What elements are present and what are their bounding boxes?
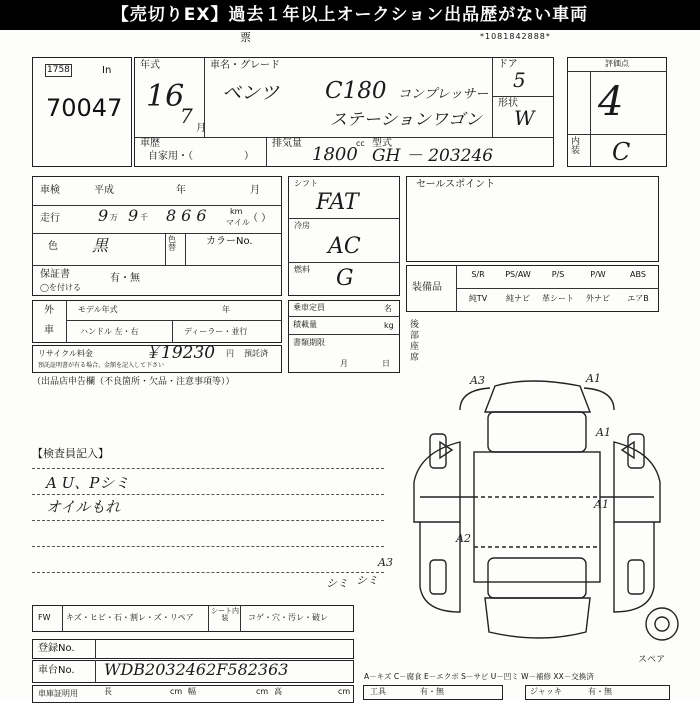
seat-label: シート内装	[211, 607, 239, 622]
inspector-note-1: A U、Pシミ	[46, 474, 130, 492]
equipment-row1-item-4: ABS	[630, 270, 646, 279]
warranty-options: 有・無	[110, 273, 140, 284]
vin-value: WDB2032462F582363	[104, 660, 289, 679]
color-change-label: 色替	[168, 235, 176, 252]
inspector-title: 【検査員記入】	[32, 447, 109, 460]
inspection-era: 平成	[94, 185, 114, 196]
equipment-row1-item-2: P/S	[551, 270, 565, 279]
load-label: 積載量	[293, 320, 317, 329]
door-label: ドア	[498, 59, 518, 70]
mileage-man: 9	[98, 206, 109, 225]
spare-label: スペア	[638, 655, 666, 665]
displacement-unit: cc	[356, 139, 365, 148]
jack-label: ジャッキ	[530, 687, 562, 696]
shift-value: FAT	[316, 190, 359, 215]
capacity-unit: 名	[384, 304, 392, 313]
month-unit: 月	[196, 123, 206, 134]
recycle-label: リサイクル料金	[38, 349, 93, 358]
cert-unit-2: cm	[256, 687, 269, 696]
lot-number: 70047	[46, 94, 123, 122]
fuel-label: 燃料	[294, 265, 310, 274]
equipment-row2-item-2: 革シート	[542, 294, 574, 303]
year-month: 7	[180, 104, 193, 128]
equipment-row2-item-3: 外ナビ	[586, 294, 610, 303]
load-unit: kg	[384, 321, 394, 330]
seller-note-label: （出品店申告欄（不良箇所・欠品・注意事項等））	[32, 377, 235, 387]
fw-label: FW	[38, 613, 51, 622]
equipment-row1-item-0: S/R	[471, 270, 485, 279]
inspection-label: 車検	[40, 185, 60, 196]
recycle-value: ￥19230	[144, 343, 216, 363]
model-name: C180	[325, 78, 387, 104]
grade-value: 4	[598, 79, 624, 125]
lot-small-no: 1758	[47, 65, 70, 75]
damage-mark-a1-door: A1	[594, 498, 609, 511]
inspection-month: 月	[250, 185, 260, 196]
doc-deadline-day: 日	[382, 359, 390, 368]
color-value: 黒	[92, 236, 109, 255]
fw-items: キズ・ヒビ・石・割レ・ズ・リペア	[66, 613, 194, 622]
equipment-row2-item-4: エアB	[627, 294, 649, 303]
displacement-label: 排気量	[272, 138, 302, 149]
dealer-options: ディーラー・並行	[184, 327, 248, 336]
equipment-label: 装備品	[412, 282, 442, 293]
cert-unit-3: cm	[338, 687, 351, 696]
displacement-value: 1800	[312, 144, 358, 165]
cert-width: 幅	[188, 687, 196, 696]
interior-label: 内装	[571, 137, 581, 156]
rear-seat-label: 後部座席	[410, 320, 420, 363]
car-damage-diagram	[356, 372, 700, 670]
sales-point-label: セールスポイント	[416, 179, 496, 190]
usage-value: 自家用・（	[148, 151, 193, 162]
jack-options: 有・無	[588, 687, 612, 696]
mileage-man-unit: 万	[110, 213, 118, 222]
damage-mark-shimi: シミ	[356, 574, 378, 587]
model-year-label: モデル年式	[78, 305, 118, 314]
seat-items: コゲ・穴・汚レ・破レ	[248, 613, 328, 622]
registration-row	[32, 639, 354, 659]
equipment-row1-item-3: P/W	[590, 270, 606, 279]
seat-mark: シミ	[326, 577, 348, 590]
damage-mark-a1-side: A1	[596, 426, 611, 439]
cert-unit-1: cm	[170, 687, 183, 696]
cert-label: 車庫証明用	[38, 689, 78, 698]
model-year-unit: 年	[222, 305, 230, 314]
damage-mark-a2: A2	[456, 532, 471, 545]
equipment-row1-item-1: PS/AW	[505, 270, 531, 279]
tools-options: 有・無	[420, 687, 444, 696]
aircon-label: 冷房	[294, 221, 310, 230]
equipment-row2-item-0: 純TV	[468, 294, 488, 303]
mileage-mile: マイル	[226, 218, 250, 227]
damage-mark-a3-front: A3	[470, 374, 485, 387]
shape-value: W	[514, 106, 535, 130]
mileage-paren: （ ）	[248, 213, 272, 224]
shift-label: シフト	[294, 179, 318, 188]
shape-label: 形状	[498, 98, 518, 109]
tools-label: 工具	[370, 687, 386, 696]
handle-options: ハンドル 左・右	[80, 327, 139, 336]
mileage-sen: 9	[128, 206, 139, 225]
grade-name: コンプレッサー	[398, 87, 489, 102]
usage-close: ）	[244, 151, 254, 162]
doc-deadline-label: 書類期限	[293, 338, 325, 347]
aircon-value: AC	[328, 234, 361, 259]
recycle-deposited: 預託済	[244, 349, 268, 358]
doc-deadline-month: 月	[340, 359, 348, 368]
recycle-note: 預託証明書が有る場合、金額を記入して下さい	[38, 362, 165, 369]
grade-label: 評価点	[605, 59, 629, 68]
registration-label: 登録No.	[38, 643, 75, 654]
foreign-box	[32, 300, 282, 343]
model-label: 車名・グレード	[210, 60, 280, 71]
usage-label: 車歴	[140, 138, 160, 149]
fuel-value: G	[336, 266, 354, 291]
model-code-label: 型式	[372, 138, 392, 149]
inspector-note-2: オイルもれ	[46, 498, 121, 516]
warranty-label: 保証書	[40, 269, 70, 280]
color-no-label: カラーNo.	[206, 236, 253, 247]
model-code-value: GH － 203246	[372, 146, 494, 166]
cert-length: 長	[104, 687, 112, 696]
cert-height: 高	[274, 687, 282, 696]
warranty-note: ◯を付ける	[40, 283, 81, 292]
door-value: 5	[513, 68, 526, 92]
color-label: 色	[48, 241, 58, 252]
body-name: ステーションワゴン	[330, 110, 482, 130]
damage-mark-a3-rear: A3	[378, 556, 393, 569]
header-fragment: 票	[240, 31, 251, 44]
interior-value: C	[612, 138, 631, 166]
damage-mark-a1-front: A1	[586, 372, 601, 385]
foreign-label-2: 車	[44, 325, 54, 336]
year-value: 16	[146, 79, 185, 114]
damage-legend: A－キズ C－腐食 E－エクボ S－サビ U－凹ミ W－補修 XX－交換済	[364, 672, 594, 681]
sale-banner: 【売切りEX】過去１年以上オークション出品歴がない車両	[0, 0, 700, 30]
mileage-km: km	[230, 207, 243, 216]
barcode-text: *1081842888*	[480, 32, 551, 41]
foreign-label-1: 外	[44, 305, 54, 316]
mileage-sen-unit: 千	[140, 213, 148, 222]
capacity-label: 乗車定員	[293, 303, 325, 312]
mileage-label: 走行	[40, 213, 60, 224]
maker-name: ベンツ	[222, 82, 280, 104]
inspection-year: 年	[176, 185, 186, 196]
lot-in-label: In	[102, 65, 112, 76]
vin-label: 車台No.	[38, 665, 75, 676]
mileage-rest: 866	[166, 206, 212, 225]
year-label: 年式	[140, 60, 160, 71]
recycle-unit: 円	[226, 349, 234, 358]
equipment-row2-item-1: 純ナビ	[506, 294, 530, 303]
